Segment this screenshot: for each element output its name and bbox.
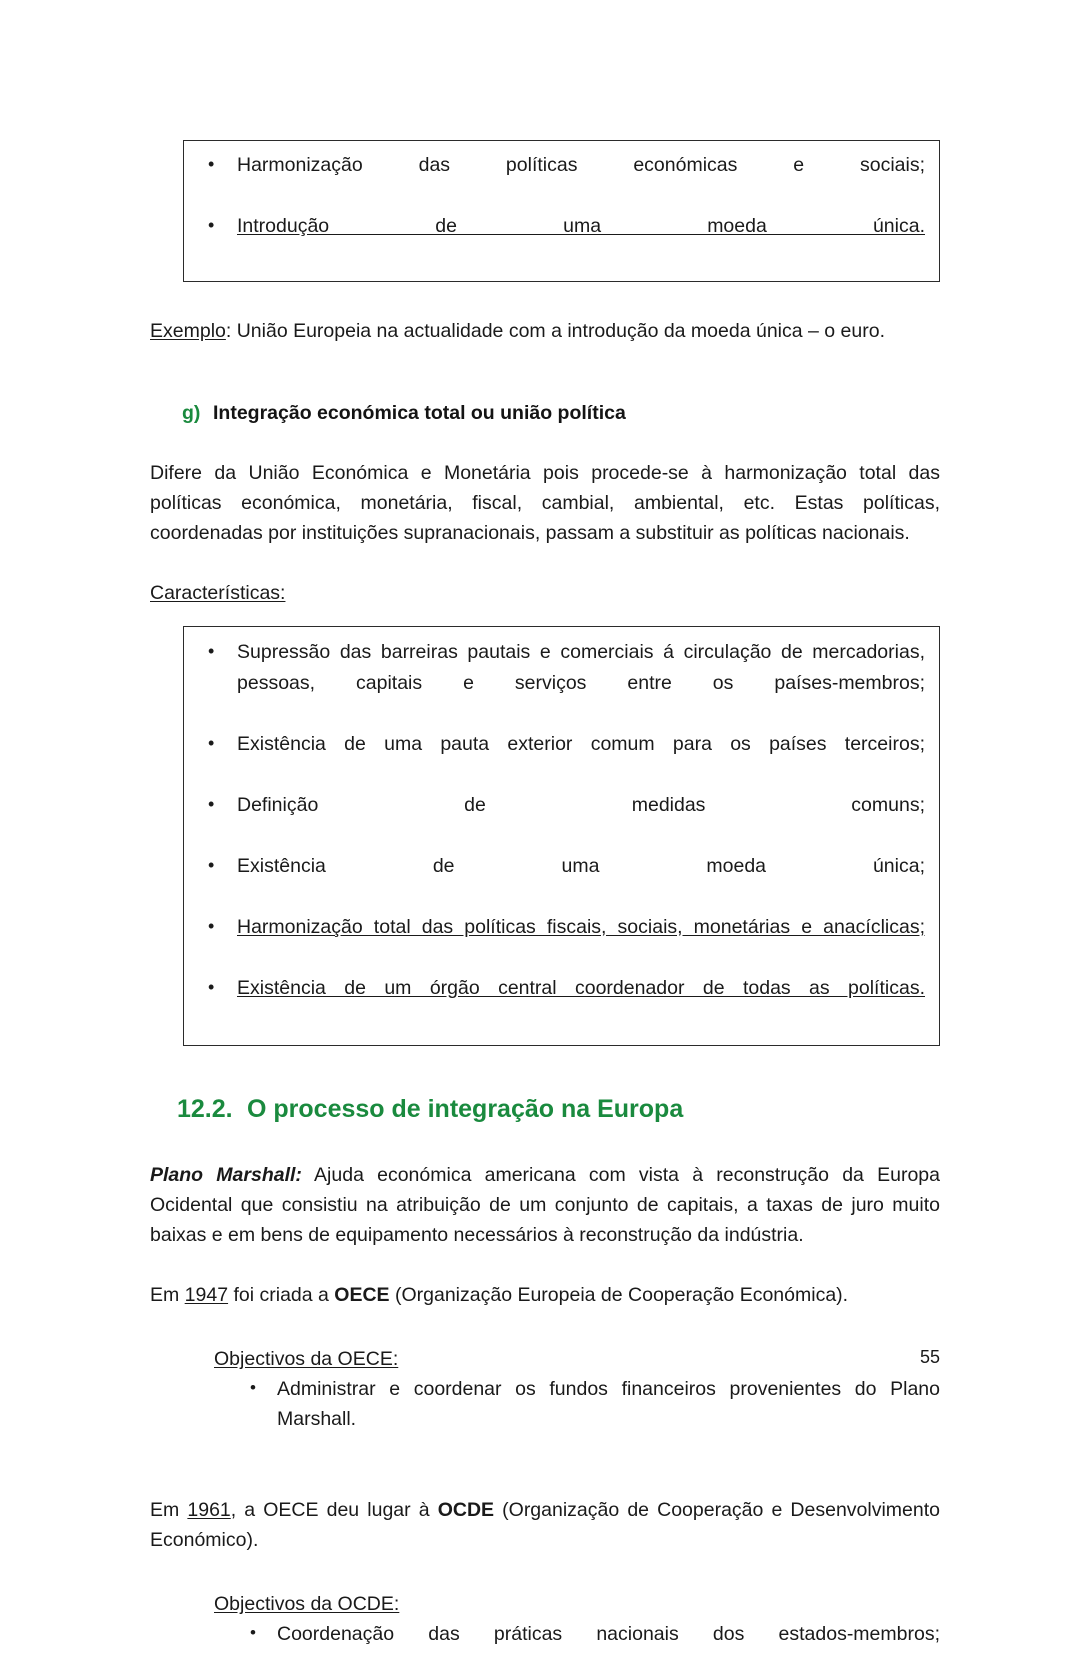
ocde-objectives-list — [150, 1619, 940, 1680]
oece-prefix: Em — [150, 1283, 185, 1306]
oece-objectives-list — [150, 1374, 940, 1466]
bullet-text-underlined: Harmonização total das políticas fiscais, sociais, monetárias e anacíclicas; — [237, 915, 925, 938]
list-item — [196, 790, 925, 851]
oece-acronym: OECE — [334, 1283, 390, 1306]
bullet-text: Existência de uma pauta exterior comum para os países terceiros; — [237, 732, 925, 755]
plano-marshall-body: Ajuda económica americana com vista à reconstrução da Europa Ocidental que consistiu na atribuição de um conjunto de capitais, a taxas de juro muito baixas e em bens de equipamento necessários à reconstrução da indústria. — [150, 1163, 940, 1246]
characteristics-label-text: Características: — [150, 582, 286, 604]
top-bullet-box — [183, 140, 940, 282]
bullet-text: Existência de uma moeda única; — [237, 854, 925, 877]
section-title: O processo de integração na Europa — [247, 1094, 684, 1123]
bullet-text: Definição de medidas comuns; — [237, 793, 925, 816]
ocde-objectives-label — [150, 1589, 940, 1619]
page-content — [150, 140, 940, 1680]
bullet-text: Supressão das barreiras pautais e comerciais á circulação de mercadorias, pessoas, capitais e serviços entre os países-membros; — [237, 641, 925, 694]
oece-middle: foi criada a — [228, 1283, 335, 1306]
list-item — [196, 973, 925, 1034]
page-number: 55 — [919, 1347, 940, 1367]
example-paragraph — [150, 316, 940, 346]
paragraph-difere: Difere da União Económica e Monetária pois procede-se à harmonização total das políticas económica, monetária, fiscal, cambial, ambiental, etc. Estas políticas, coordenadas por instituições supranacionais, passam a substituir as políticas nacionais. — [150, 462, 940, 544]
list-item — [250, 1619, 940, 1680]
paragraph-plano-marshall — [150, 1160, 940, 1250]
oece-year: 1947 — [184, 1283, 229, 1306]
characteristics-box — [183, 626, 940, 1046]
oece-objectives-label-text: Objectivos da OECE: — [214, 1347, 399, 1370]
ocde-acronym: OCDE — [437, 1499, 495, 1521]
list-item — [196, 150, 925, 211]
list-item — [196, 211, 925, 272]
bullet-text-underlined: Introdução de uma moeda única. — [237, 215, 925, 237]
example-rest: : União Europeia na actualidade com a introdução da moeda única – o euro. — [225, 320, 885, 342]
characteristics-list — [196, 637, 925, 1034]
heading-g — [150, 398, 940, 428]
paragraph-oece — [150, 1280, 940, 1310]
heading-g-marker: g) — [182, 402, 201, 424]
example-label: Exemplo — [150, 320, 226, 342]
section-heading-12-2 — [150, 1092, 940, 1126]
heading-g-title: Integração económica total ou união política — [213, 402, 626, 424]
bullet-text: Coordenação das práticas nacionais dos estados-membros; — [277, 1623, 940, 1645]
top-bullet-list — [196, 150, 925, 272]
list-item — [196, 729, 925, 790]
bullet-text: Administrar e coordenar os fundos financeiros provenientes do Plano Marshall. — [277, 1377, 940, 1430]
ocde-prefix: Em — [150, 1499, 188, 1521]
oece-suffix: (Organização Europeia de Cooperação Económica). — [389, 1283, 849, 1306]
list-item — [196, 637, 925, 729]
ocde-suffix: (Organização de Cooperação e Desenvolvimento Económico). — [150, 1499, 941, 1551]
section-number: 12.2. — [177, 1094, 233, 1123]
ocde-year: 1961 — [187, 1499, 231, 1521]
ocde-objectives-label-text: Objectivos da OCDE: — [214, 1593, 400, 1615]
list-item — [196, 912, 925, 973]
bullet-text-underlined: Existência de um órgão central coordenador de todas as políticas. — [237, 976, 925, 999]
characteristics-label — [150, 578, 940, 608]
ocde-middle: , a OECE deu lugar à — [230, 1499, 438, 1521]
list-item — [250, 1374, 940, 1466]
plano-marshall-label: Plano Marshall: — [150, 1163, 302, 1186]
paragraph-ocde — [150, 1495, 940, 1555]
bullet-text: Harmonização das políticas económicas e sociais; — [237, 154, 925, 176]
list-item — [196, 851, 925, 912]
